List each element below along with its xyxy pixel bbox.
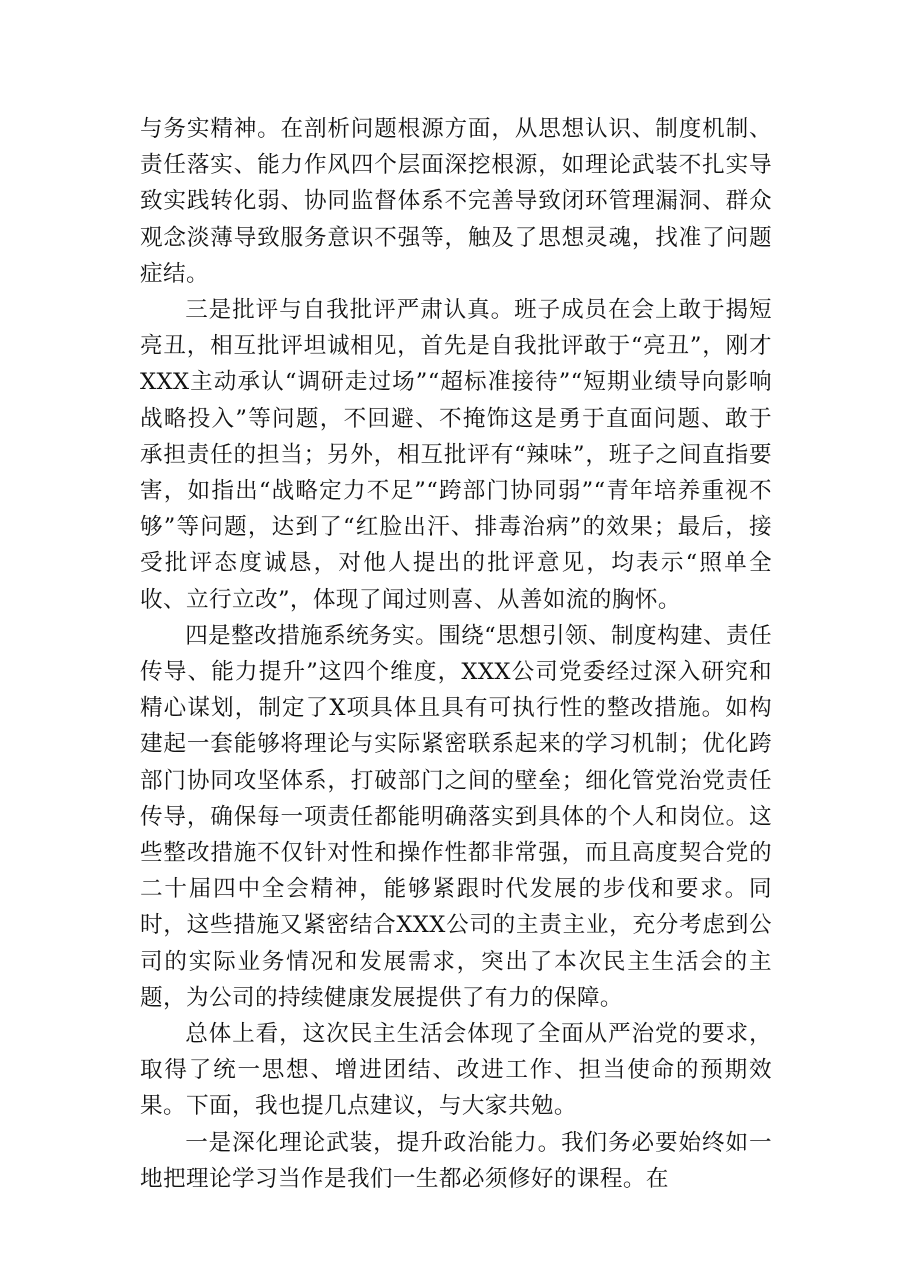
paragraph-3: 四是整改措施系统务实。围绕“思想引领、制度构建、责任传导、能力提升”这四个维度，XXX公司党委经过深入研究和精心谋划，制定了X项具体且具有可执行性的整改措施。如构建起一套能够将理论与实际紧密联系起来的学习机制；优化跨部门协同攻坚体系，打破部门之间的壁垒；细化管党治党责任传导，确保每一项责任都能明确落实到具体的个人和岗位。这些整改措施不仅针对性和操作性都非常强，而且高度契合党的二十届四中全会精神，能够紧跟时代发展的步伐和要求。同时，这些措施又紧密结合XXX公司的主责主业，充分考虑到公司的实际业务情况和发展需求，突出了本次民主生活会的主题，为公司的持续健康发展提供了有力的保障。 bbox=[140, 622, 772, 1011]
document-body bbox=[140, 111, 772, 1197]
paragraph-2: 三是批评与自我批评严肃认真。班子成员在会上敢于揭短亮丑，相互批评坦诚相见，首先是自我批评敢于“亮丑”，刚才XXX主动承认“调研走过场”“超标准接待”“短期业绩导向影响战略投入”等问题，不回避、不掩饰这是勇于直面问题、敢于承担责任的担当；另外，相互批评有“辣味”，班子之间直指要害，如指出“战略定力不足”“跨部门协同弱”“青年培养重视不够”等问题，达到了“红脸出汗、排毒治病”的效果；最后，接受批评态度诚恳，对他人提出的批评意见，均表示“照单全收、立行立改”，体现了闻过则喜、从善如流的胸怀。 bbox=[140, 297, 772, 613]
paragraph-1: 与务实精神。在剖析问题根源方面，从思想认识、制度机制、责任落实、能力作风四个层面深挖根源，如理论武装不扎实导致实践转化弱、协同监督体系不完善导致闭环管理漏洞、群众观念淡薄导致服务意识不强等，触及了思想灵魂，找准了问题症结。 bbox=[140, 116, 772, 287]
paragraph-5: 一是深化理论武装，提升政治能力。我们务必要始终如一地把理论学习当作是我们一生都必须修好的课程。在 bbox=[140, 1129, 772, 1192]
paragraph-4: 总体上看，这次民主生活会体现了全面从严治党的要求，取得了统一思想、增进团结、改进工作、担当使命的预期效果。下面，我也提几点建议，与大家共勉。 bbox=[140, 1021, 772, 1120]
